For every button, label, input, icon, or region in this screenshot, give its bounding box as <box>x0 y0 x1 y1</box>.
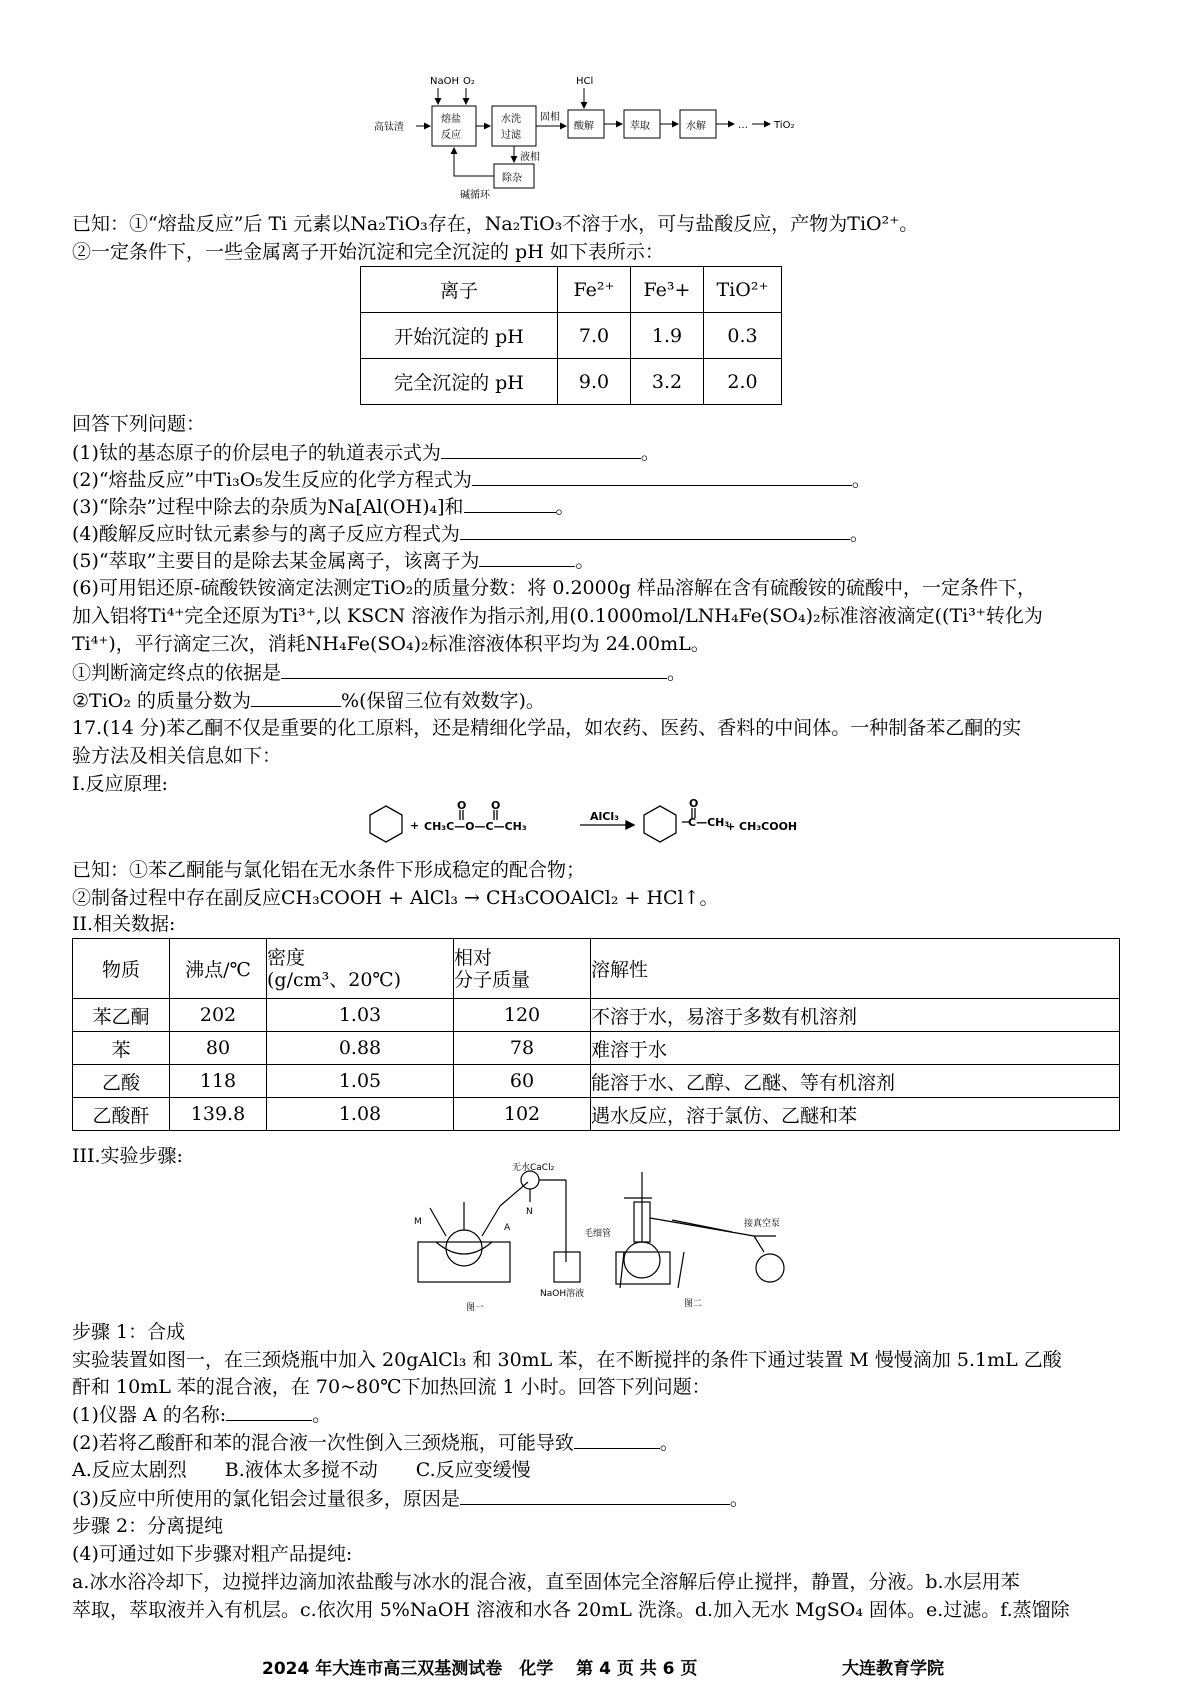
properties-cell: 202 <box>170 999 267 1032</box>
properties-cell: 遇水反应，溶于氯仿、乙醚和苯 <box>591 1098 1120 1131</box>
answer-blank[interactable] <box>281 660 667 679</box>
question-5-text: (5)“萃取”主要目的是除去某金属离子，该离子为 <box>72 550 480 572</box>
apparatus-label-m: M <box>414 1217 422 1227</box>
answer-blank[interactable] <box>226 1402 312 1421</box>
known-2: ②一定条件下，一些金属离子开始沉淀和完全沉淀的 pH 如下表所示： <box>72 241 664 263</box>
reaction-plus: + <box>410 819 420 832</box>
ph-table-header-ion: 离子 <box>361 267 558 313</box>
question-2: (2)“熔盐反应”中Ti₃O₅发生反应的化学方程式为 。 <box>72 469 871 491</box>
properties-cell: 难溶于水 <box>591 1032 1120 1065</box>
reaction-scheme <box>364 798 824 850</box>
reaction-oxygen-2: O <box>491 799 501 812</box>
question-6-line-1: (6)可用铝还原-硫酸铁铵滴定法测定TiO₂的质量分数：将 0.2000g 样品溶解在含有硫酸铵的硫酸中，一定条件下， <box>72 577 1037 599</box>
step-question-1: (1)仪器 A 的名称: 。 <box>72 1404 332 1426</box>
section-steps: III.实验步骤: <box>72 1145 183 1167</box>
properties-cell: 139.8 <box>170 1098 267 1131</box>
flow-box-molten-salt-l1: 熔盐 <box>441 114 461 125</box>
footer-right: 大连教育学院 <box>842 1659 944 1679</box>
properties-header-mw-l2: 分子质量 <box>454 968 531 991</box>
properties-cell: 78 <box>454 1032 591 1065</box>
step-1-line-2: 酐和 10mL 苯的混合液，在 70~80℃下加热回流 1 小时。回答下列问题： <box>72 1376 711 1398</box>
properties-cell: 120 <box>454 999 591 1032</box>
flow-input-naoh: NaOH <box>430 76 459 87</box>
figure-2-caption: 图二 <box>684 1299 703 1309</box>
properties-cell: 乙酸 <box>73 1065 170 1098</box>
properties-table <box>72 938 1120 1131</box>
ph-table-cell: 3.2 <box>631 359 704 405</box>
properties-cell: 60 <box>454 1065 591 1098</box>
apparatus-label-a: A <box>504 1223 511 1233</box>
properties-cell: 乙酸酐 <box>73 1098 170 1131</box>
step-question-2-options: A.反应太剧烈 B.液体太多搅不动 C.反应变缓慢 <box>72 1459 531 1481</box>
question-6-sub-1-text: ①判断滴定终点的依据是 <box>72 662 282 684</box>
ph-table-cell: 9.0 <box>558 359 631 405</box>
step-question-3-text: (3)反应中所使用的氯化铝会过量很多，原因是 <box>72 1488 460 1510</box>
step-2-title: 步骤 2：分离提纯 <box>72 1515 224 1537</box>
question-3: (3)“除杂”过程中除去的杂质为Na[Al(OH)₄]和 。 <box>72 496 575 518</box>
question-6-line-2: 加入铝将Ti⁴⁺完全还原为Ti³⁺,以 KSCN 溶液作为指示剂,用(0.1000mol/LNH₄Fe(SO₄)₂标准溶液滴定((Ti³⁺转化为 <box>72 605 1043 627</box>
apparatus-label-n: N <box>526 1207 533 1217</box>
answer-blank[interactable] <box>472 467 852 486</box>
apparatus-label-vacuum: 接真空泵 <box>744 1219 781 1229</box>
answer-blank[interactable] <box>460 1486 730 1505</box>
step-question-4-line-1: a.冰水浴冷却下，边搅拌边滴加浓盐酸与冰水的混合液，直至固体完全溶解后停止搅拌，静置，分液。b.水层用苯 <box>72 1571 1020 1593</box>
properties-cell: 苯乙酮 <box>73 999 170 1032</box>
properties-header-mw-l1: 相对 <box>454 946 493 969</box>
properties-cell: 苯 <box>73 1032 170 1065</box>
reaction-product-group: C—CH₃ <box>688 816 730 829</box>
flow-start-label: 高钛渣 <box>374 122 404 133</box>
properties-cell: 118 <box>170 1065 267 1098</box>
step-question-2-text: (2)若将乙酸酐和苯的混合液一次性倒入三颈烧瓶，可能导致 <box>72 1432 574 1454</box>
properties-cell: 能溶于水、乙醇、乙醚、等有机溶剂 <box>591 1065 1120 1098</box>
properties-header-density-l2: (g/cm³、20℃) <box>267 968 402 991</box>
apparatus-label-naoh: NaOH溶液 <box>540 1289 585 1299</box>
step-1-title: 步骤 1：合成 <box>72 1321 186 1343</box>
flow-dots: … <box>738 120 748 131</box>
reaction-reagent: CH₃C—O—C—CH₃ <box>424 820 527 833</box>
question-4-text: (4)酸解反应时钛元素参与的离子反应方程式为 <box>72 523 460 545</box>
answer-blank[interactable] <box>574 1430 660 1449</box>
flow-box-wash-filter-l1: 水洗 <box>501 114 521 125</box>
ph-table-header-fe2: Fe²⁺ <box>558 267 631 313</box>
question-17-line-1: 17.(14 分)苯乙酮不仅是重要的化工原料，还是精细化学品，如农药、医药、香料的中间体。一种制备苯乙酮的实 <box>72 717 1022 739</box>
reaction-oxygen-1: O <box>457 799 467 812</box>
reaction-catalyst: AlCl₃ <box>590 810 619 823</box>
properties-header-density <box>267 939 454 999</box>
properties-header-mw <box>454 939 591 999</box>
question-1: (1)钛的基态原子的价层电子的轨道表示式为 。 <box>72 442 660 464</box>
ph-table-cell: 1.9 <box>631 313 704 359</box>
properties-cell: 不溶于水，易溶于多数有机溶剂 <box>591 999 1120 1032</box>
ph-table-cell: 7.0 <box>558 313 631 359</box>
properties-header-density-l1: 密度 <box>267 946 306 969</box>
properties-cell: 0.88 <box>267 1032 454 1065</box>
footer-left: 2024 年大连市高三双基测试卷 化学 第 4 页 共 6 页 <box>262 1659 698 1679</box>
ph-table-cell: 开始沉淀的 pH <box>361 313 558 359</box>
ph-table <box>360 266 782 405</box>
apparatus-label-capillary: 毛细管 <box>584 1229 612 1239</box>
question-6-line-3: Ti⁴⁺)，平行滴定三次，消耗NH₄Fe(SO₄)₂标准溶液体积平均为 24.00mL。 <box>72 633 710 655</box>
properties-header-bp: 沸点/℃ <box>170 939 267 999</box>
properties-header-substance: 物质 <box>73 939 170 999</box>
properties-header-solubility: 溶解性 <box>591 939 1120 999</box>
flow-box-wash-filter-l2: 过滤 <box>501 130 521 141</box>
properties-cell: 1.03 <box>267 999 454 1032</box>
section-reaction-principle: I.反应原理: <box>72 773 168 795</box>
known-3: 已知：①苯乙酮能与氯化铝在无水条件下形成稳定的配合物； <box>72 859 586 881</box>
answer-blank[interactable] <box>464 494 556 513</box>
ph-table-header-fe3: Fe³+ <box>631 267 704 313</box>
question-6-sub-2-tail: %(保留三位有效数字)。 <box>341 690 545 712</box>
question-3-text: (3)“除杂”过程中除去的杂质为Na[Al(OH)₄]和 <box>72 496 464 518</box>
flow-liquid-label: 液相 <box>520 152 540 163</box>
step-1-line-1: 实验装置如图一，在三颈烧瓶中加入 20gAlCl₃ 和 30mL 苯，在不断搅拌的条件下通过装置 M 慢慢滴加 5.1mL 乙酸 <box>72 1349 1062 1371</box>
answer-intro: 回答下列问题： <box>72 413 206 435</box>
figure-1-caption: 图一 <box>466 1303 485 1312</box>
known-4: ②制备过程中存在副反应CH₃COOH + AlCl₃ → CH₃COOAlCl₂ + HCl↑。 <box>72 887 719 909</box>
properties-cell: 80 <box>170 1032 267 1065</box>
flow-solid-label: 固相 <box>540 112 560 123</box>
flow-box-acid-label: 酸解 <box>574 121 594 132</box>
question-4: (4)酸解反应时钛元素参与的离子反应方程式为 。 <box>72 523 869 545</box>
ph-table-cell: 0.3 <box>704 313 782 359</box>
question-17-line-2: 验方法及相关信息如下： <box>72 745 282 767</box>
flow-box-molten-salt-l2: 反应 <box>441 130 461 141</box>
section-data: II.相关数据: <box>72 913 176 935</box>
apparatus-label-cacl2: 无水CaCl₂ <box>512 1163 555 1173</box>
answer-blank[interactable] <box>251 688 341 707</box>
answer-blank[interactable] <box>479 548 575 567</box>
step-question-3: (3)反应中所使用的氯化铝会过量很多，原因是 。 <box>72 1488 749 1510</box>
known-1: 已知：①“熔盐反应”后 Ti 元素以Na₂TiO₃存在，Na₂TiO₃不溶于水，可与盐酸反应，产物为TiO²⁺。 <box>72 213 919 235</box>
flow-hcl-label: HCl <box>576 76 594 87</box>
answer-blank[interactable] <box>460 521 850 540</box>
ph-table-cell: 完全沉淀的 pH <box>361 359 558 405</box>
apparatus-figures <box>388 1162 868 1312</box>
properties-cell: 1.05 <box>267 1065 454 1098</box>
properties-cell: 1.08 <box>267 1098 454 1131</box>
step-question-1-text: (1)仪器 A 的名称: <box>72 1404 227 1426</box>
question-1-text: (1)钛的基态原子的价层电子的轨道表示式为 <box>72 442 441 464</box>
flow-product-label: TiO₂ <box>774 120 795 131</box>
reaction-oxygen-3: O <box>689 798 699 810</box>
flow-box-extract-label: 萃取 <box>630 121 650 132</box>
question-2-text: (2)“熔盐反应”中Ti₃O₅发生反应的化学方程式为 <box>72 469 472 491</box>
flow-input-o2: O₂ <box>463 76 475 87</box>
step-question-4-line-2: 萃取，萃取液并入有机层。c.依次用 5%NaOH 溶液和水各 20mL 洗涤。d.加入无水 MgSO₄ 固体。e.过滤。f.蒸馏除 <box>72 1599 1070 1621</box>
flow-box-purify-label: 除杂 <box>502 173 522 184</box>
ph-table-header-tio2: TiO²⁺ <box>704 267 782 313</box>
flow-recycle-label: 碱循环 <box>460 190 490 201</box>
flow-box-hydrolysis-label: 水解 <box>686 121 706 132</box>
process-flowchart <box>360 74 840 204</box>
question-6-sub-1: ①判断滴定终点的依据是 。 <box>72 662 687 684</box>
step-question-4: (4)可通过如下步骤对粗产品提纯: <box>72 1543 353 1565</box>
ph-table-cell: 2.0 <box>704 359 782 405</box>
answer-blank[interactable] <box>441 440 641 459</box>
question-6-sub-2-text: ②TiO₂ 的质量分数为 <box>72 690 252 712</box>
properties-cell: 102 <box>454 1098 591 1131</box>
question-5: (5)“萃取”主要目的是除去某金属离子，该离子为 。 <box>72 550 595 572</box>
step-question-2: (2)若将乙酸酐和苯的混合液一次性倒入三颈烧瓶，可能导致 。 <box>72 1432 679 1454</box>
question-6-sub-2 <box>72 688 545 713</box>
reaction-byproduct: + CH₃COOH <box>726 820 798 833</box>
